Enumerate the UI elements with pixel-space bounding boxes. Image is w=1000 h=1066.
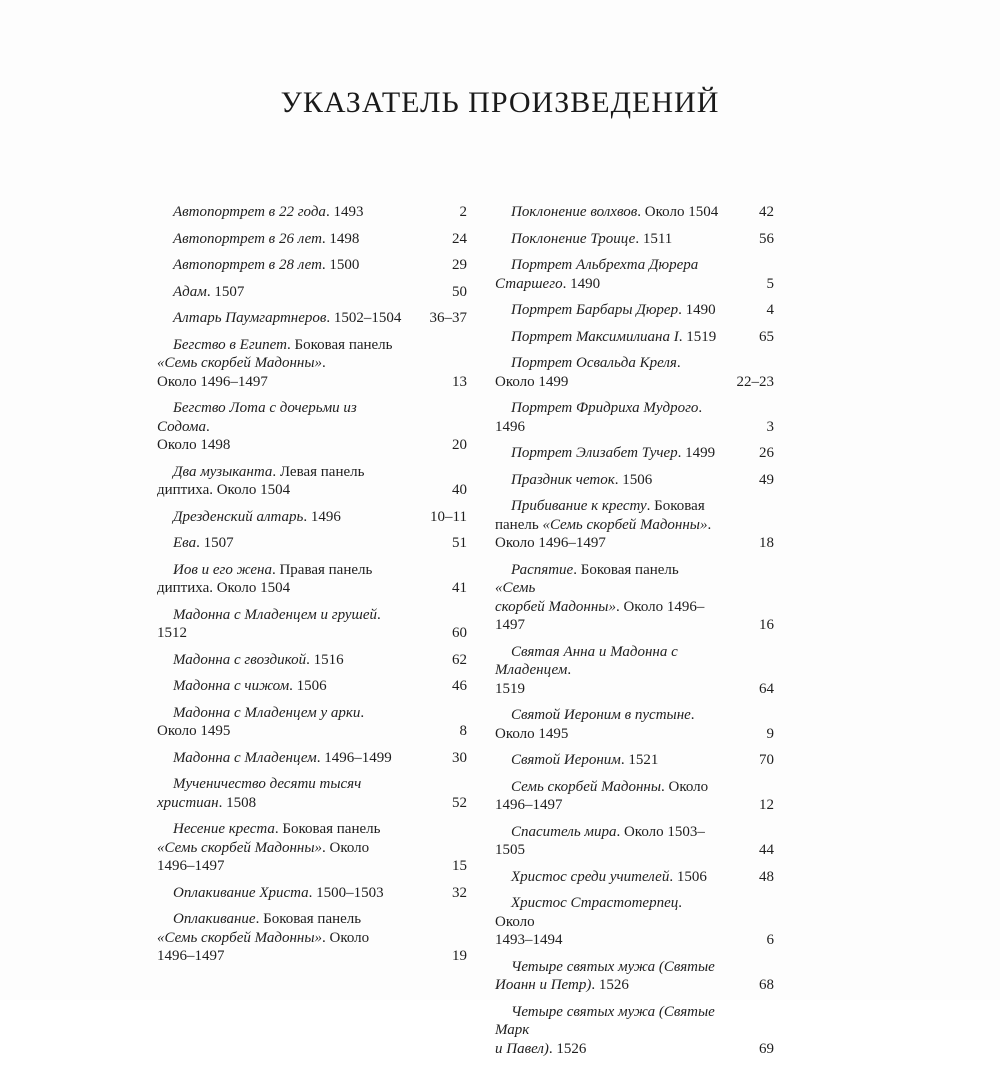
index-entry (157, 704, 467, 741)
work-title: Мученичество десяти тысяч (173, 776, 362, 792)
index-entry (157, 463, 467, 500)
entry-line (495, 256, 720, 275)
entry-line (495, 1040, 774, 1059)
work-date: . 1507 (196, 535, 234, 551)
work-title: «Семь скорбей Мадонны» (542, 516, 708, 533)
work-date: . Около (322, 929, 370, 946)
page-number: 2 (459, 204, 467, 220)
index-entry (495, 471, 774, 490)
entry-line (157, 704, 413, 723)
index-entry (157, 820, 467, 876)
work-title: Оплакивание (173, 911, 256, 927)
work-date: . 1490 (562, 275, 601, 292)
work-date: . Боковая панель (573, 561, 679, 578)
page-number: 13 (452, 373, 467, 390)
work-title: «Семь скорбей Мадонны» (157, 355, 323, 371)
index-entry (495, 328, 774, 347)
entry-line (495, 778, 720, 797)
work-title: Поклонение Троице (511, 230, 636, 247)
index-entry (495, 823, 774, 860)
page-number: 42 (759, 204, 774, 220)
page-number: 18 (759, 535, 774, 551)
work-date: . (707, 516, 712, 533)
entry-line (157, 722, 467, 741)
entry-line (495, 275, 774, 294)
page-number: 8 (459, 723, 467, 739)
entry-line (495, 680, 774, 699)
entry-line (157, 839, 413, 858)
work-date: . Боковая (646, 498, 705, 514)
page-number: 15 (452, 858, 467, 874)
entry-line (495, 643, 720, 680)
page-number: 36–37 (429, 310, 467, 326)
work-date: . 1502–1504 (326, 310, 402, 326)
entry-line (157, 256, 467, 275)
entry-line (495, 894, 720, 931)
work-date: диптиха. Около 1504 (157, 580, 291, 596)
page-number: 29 (452, 257, 467, 273)
entry-line (495, 706, 720, 725)
page-number: 52 (452, 794, 467, 811)
index-entry (157, 336, 467, 392)
entry-line (157, 677, 467, 696)
index-entry (157, 283, 467, 302)
work-date: . Около (322, 839, 370, 856)
page-number: 64 (759, 680, 774, 697)
work-date: . Около (495, 895, 682, 930)
page-number: 65 (759, 328, 774, 345)
page-number: 20 (452, 437, 467, 453)
page-number: 10–11 (430, 508, 467, 525)
entry-line (495, 444, 774, 463)
page-number: 68 (759, 977, 774, 993)
page-number: 49 (759, 471, 774, 488)
index-entry (495, 301, 774, 320)
entry-line (495, 516, 720, 535)
page-number: 12 (759, 797, 774, 813)
entry-line (495, 471, 774, 490)
page-number: 19 (452, 948, 467, 964)
work-date: 1496–1497 (157, 858, 225, 874)
work-title: Портрет Максимилиана I (511, 328, 679, 345)
work-date: . (567, 662, 572, 678)
work-title: Четыре святых мужа (Святые (511, 958, 715, 975)
index-entry (495, 203, 774, 222)
work-title: Портрет Альбрехта Дюрера (511, 257, 699, 273)
entry-line (495, 823, 774, 860)
index-entry (495, 399, 774, 436)
work-date: . (690, 707, 695, 723)
work-date: . 1506 (614, 471, 653, 488)
work-date: . 1490 (678, 302, 716, 318)
work-title: Святой Иероним (511, 752, 621, 768)
entry-line (495, 354, 720, 373)
work-title: христиан (157, 794, 219, 811)
entry-line (495, 399, 774, 436)
page-number: 4 (766, 302, 774, 318)
work-date: . Боковая панель (274, 821, 381, 837)
entry-line (157, 561, 413, 580)
entry-line (495, 561, 720, 598)
page-number: 22–23 (736, 373, 774, 390)
work-title: «Семь (495, 580, 536, 596)
work-date: . 1508 (218, 794, 257, 811)
entry-line (157, 820, 413, 839)
entry-line (157, 283, 467, 302)
work-title: Святая Анна и Мадонна с Младенцем (495, 643, 678, 678)
entry-line (495, 230, 774, 249)
work-title: Иоанн и Петр) (495, 977, 592, 993)
index-entry (495, 643, 774, 699)
work-title: Праздник четок (511, 471, 615, 488)
work-date: . Левая панель (272, 463, 365, 480)
work-title: Распятие (511, 561, 574, 578)
page-number: 24 (452, 230, 467, 247)
page-number: 44 (759, 842, 774, 858)
page-number: 46 (452, 678, 467, 694)
page-number: 48 (759, 868, 774, 885)
work-date: . (360, 704, 365, 721)
work-title: Портрет Барбары Дюрер (511, 302, 679, 318)
work-date: . Около 1504 (637, 204, 719, 220)
work-title: Портрет Элизабет Тучер (511, 445, 678, 461)
work-date: . 1498 (321, 230, 360, 247)
index-entry (157, 399, 467, 455)
work-date: . 1526 (591, 977, 629, 993)
index-column-left (157, 203, 467, 974)
page-number: 69 (759, 1040, 774, 1057)
work-date: Около 1498 (157, 437, 231, 453)
index-entry (495, 751, 774, 770)
work-date: Около 1496–1497 (495, 535, 606, 551)
work-title: Четыре святых мужа (Святые Марк (495, 1003, 715, 1038)
work-date: . 1499 (677, 445, 716, 461)
work-date: . (322, 355, 326, 371)
work-title: Прибивание к кресту (511, 498, 647, 514)
entry-line (157, 929, 413, 948)
index-entry (495, 894, 774, 950)
work-date: 1519 (495, 680, 525, 697)
index-entry (495, 256, 774, 293)
index-entry (495, 958, 774, 995)
work-date: 1493–1494 (495, 932, 563, 948)
entry-line (157, 230, 467, 249)
work-title: Поклонение волхвов (511, 204, 638, 220)
work-date: . 1511 (635, 230, 673, 247)
index-entry (157, 677, 467, 696)
entry-line (157, 436, 467, 455)
work-date: Около 1495 (495, 725, 569, 742)
entry-line (157, 481, 467, 500)
index-entry (157, 775, 467, 812)
entry-line (157, 354, 413, 373)
work-date: Около 1495 (157, 723, 231, 739)
index-entry (157, 534, 467, 553)
work-date: . 1507 (206, 283, 245, 300)
page-number: 32 (452, 884, 467, 901)
work-title: Автопортрет в 28 лет (173, 257, 322, 273)
entry-line (157, 336, 413, 355)
entry-line (157, 651, 467, 670)
work-date: . 1506 (289, 678, 327, 694)
entry-line (495, 976, 774, 995)
work-title: Два музыканта (173, 463, 273, 480)
entry-line (495, 301, 774, 320)
index-entry (157, 256, 467, 275)
entry-line (157, 947, 467, 966)
work-title: Бегство в Египет (173, 336, 287, 353)
index-entry (495, 444, 774, 463)
work-date: . 1519 (678, 328, 717, 345)
entry-line (157, 203, 467, 222)
work-title: Мадонна с Младенцем (173, 749, 317, 766)
page-number: 40 (452, 482, 467, 498)
page-number: 51 (452, 535, 467, 551)
work-date: . 1512 (157, 606, 381, 641)
entry-line (157, 463, 413, 482)
entry-line (157, 749, 467, 768)
work-date: . Правая панель (271, 561, 373, 578)
work-date: . 1496 (303, 508, 341, 525)
work-date: диптиха. Около 1504 (157, 482, 291, 498)
work-title: Спаситель мира (511, 823, 617, 840)
entry-line (495, 203, 774, 222)
work-title: и Павел) (495, 1040, 549, 1057)
entry-line (495, 868, 774, 887)
page-number: 50 (452, 283, 467, 300)
entry-line (495, 373, 774, 392)
work-date: . 1500–1503 (308, 884, 384, 901)
work-date: 1496–1497 (157, 948, 225, 964)
work-title: Бегство Лота с дочерьми из Содома (157, 400, 357, 435)
work-date: . Около 1496–1497 (495, 598, 705, 633)
index-entry (495, 230, 774, 249)
page-number: 60 (452, 625, 467, 641)
index-entry (157, 508, 467, 527)
page-number: 3 (766, 418, 774, 435)
entry-line (157, 579, 467, 598)
index-entry (157, 884, 467, 903)
work-title: скорбей Мадонны» (495, 598, 616, 615)
work-date: . 1496 (495, 400, 703, 435)
index-entry (495, 778, 774, 815)
work-date: . 1521 (620, 752, 659, 768)
page-title: УКАЗАТЕЛЬ ПРОИЗВЕДЕНИЙ (280, 86, 720, 119)
index-entry (495, 1003, 774, 1059)
entry-line (495, 725, 774, 744)
work-title: Автопортрет в 22 года (173, 204, 326, 220)
work-date: . 1516 (306, 651, 344, 668)
work-title: Святой Иероним в пустыне (511, 707, 691, 723)
work-date: панель (495, 516, 543, 533)
entry-line (495, 751, 774, 770)
work-title: Иов и его жена (173, 561, 272, 578)
work-title: Ева (173, 535, 197, 551)
work-date: . 1506 (669, 868, 707, 885)
index-entry (495, 561, 774, 635)
index-entry (157, 309, 467, 328)
work-title: Адам (173, 283, 207, 300)
index-entry (157, 606, 467, 643)
work-title: Алтарь Паумгартнеров (173, 310, 327, 326)
work-title: Мадонна с Младенцем и грушей (173, 606, 378, 623)
entry-line (495, 328, 774, 347)
work-title: Портрет Фридриха Мудрого (511, 400, 699, 416)
entry-line (157, 884, 467, 903)
work-date: . 1526 (548, 1040, 587, 1057)
entry-line (495, 598, 774, 635)
work-date: . Около 1503–1505 (495, 823, 705, 858)
index-entry (495, 706, 774, 743)
work-date: . (206, 418, 210, 435)
work-title: «Семь скорбей Мадонны» (157, 839, 323, 856)
entry-line (157, 373, 467, 392)
index-entry (157, 910, 467, 966)
entry-line (495, 958, 720, 977)
page-number: 30 (452, 749, 467, 766)
index-entry (157, 203, 467, 222)
index-entry (157, 749, 467, 768)
entry-line (157, 534, 467, 553)
entry-line (495, 1003, 720, 1040)
entry-line (157, 857, 467, 876)
index-entry (495, 497, 774, 553)
entry-line (157, 309, 467, 328)
page-number: 9 (766, 725, 774, 742)
entry-line (157, 794, 467, 813)
entry-line (157, 775, 413, 794)
page-number: 16 (759, 617, 774, 633)
work-title: Мадонна с гвоздикой (173, 651, 307, 668)
work-title: Семь скорбей Мадонны (511, 778, 662, 795)
entry-line (495, 931, 774, 950)
work-title: «Семь скорбей Мадонны» (157, 929, 323, 946)
work-title: Автопортрет в 26 лет (173, 230, 322, 247)
entry-line (495, 497, 720, 516)
work-title: Христос Страстотерпец (511, 895, 679, 911)
index-entry (157, 561, 467, 598)
entry-line (495, 534, 774, 553)
work-title: Оплакивание Христа (173, 884, 309, 901)
work-date: Около 1499 (495, 373, 569, 390)
work-date: 1496–1497 (495, 797, 563, 813)
work-date: . 1493 (325, 204, 364, 220)
page-number: 56 (759, 230, 774, 247)
entry-line (157, 606, 467, 643)
work-title: Христос среди учителей (511, 868, 670, 885)
page-number: 70 (759, 752, 774, 768)
work-title: Старшего (495, 275, 563, 292)
page-number: 41 (452, 580, 467, 596)
work-title: Мадонна с чижом (173, 678, 290, 694)
entry-line (157, 910, 413, 929)
page-number: 62 (452, 651, 467, 668)
work-date: . Боковая панель (255, 911, 362, 927)
index-entry (157, 230, 467, 249)
work-date: . (676, 355, 681, 371)
page-number: 5 (766, 275, 774, 292)
index-column-right (495, 203, 774, 1066)
index-entry (495, 868, 774, 887)
entry-line (495, 796, 774, 815)
work-title: Несение креста (173, 821, 275, 837)
work-date: . Около (661, 778, 709, 795)
work-title: Портрет Освальда Креля (511, 355, 677, 371)
work-date: Около 1496–1497 (157, 373, 268, 390)
work-date: . 1500 (321, 257, 360, 273)
work-date: . 1496–1499 (316, 749, 392, 766)
entry-line (157, 399, 413, 436)
page-number: 6 (766, 932, 774, 948)
work-date: . Боковая панель (286, 336, 393, 353)
page-number: 26 (759, 445, 774, 461)
entry-line (157, 508, 467, 527)
index-entry (495, 354, 774, 391)
index-entry (157, 651, 467, 670)
work-title: Дрезденский алтарь (173, 508, 304, 525)
work-title: Мадонна с Младенцем у арки (173, 704, 361, 721)
